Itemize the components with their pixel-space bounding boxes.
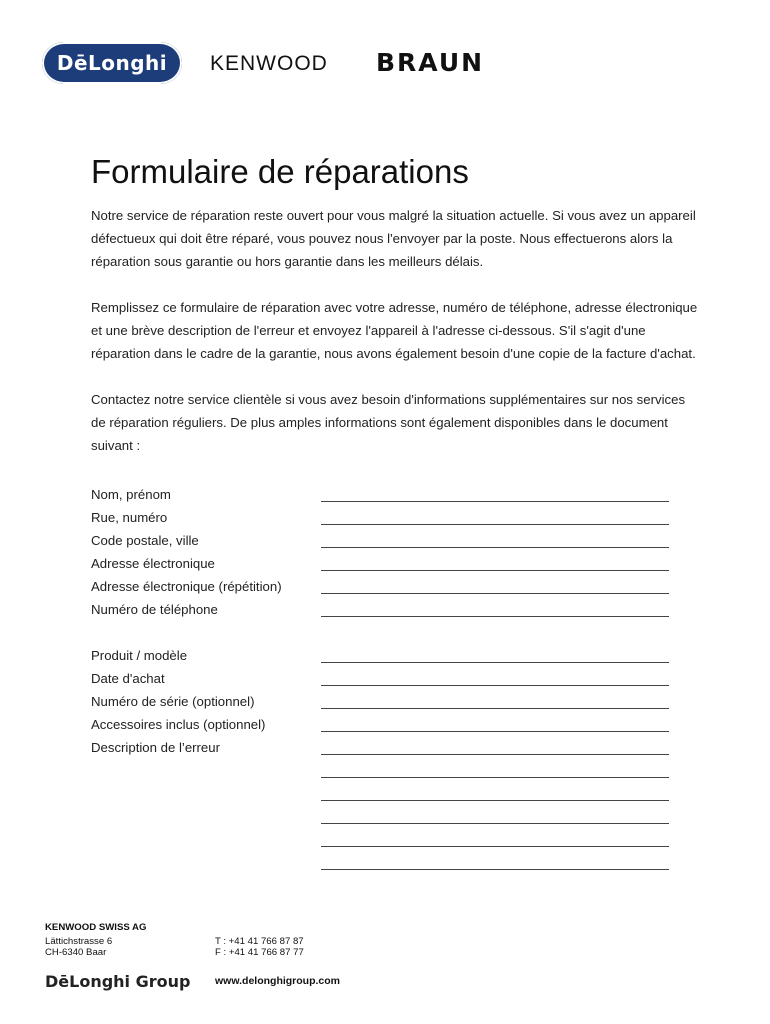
intro-paragraph-1: Notre service de réparation reste ouvert pour vous malgré la situation actuelle. Si vous avez un appareil défectueux qui doit être réparé, vous pouvez nous l'envoyer par la poste. Nous effectuerons alors la réparation sous garantie ou hors garantie dans les meilleurs délais. — [91, 208, 696, 269]
footer-contact — [215, 936, 304, 958]
description-field-line[interactable] — [321, 753, 669, 755]
intro-paragraph-2: Remplissez ce formulaire de réparation avec votre adresse, numéro de téléphone, adresse électronique et une brève description de l'erreur et envoyez l'appareil à l'adresse ci-dessous. S'il s'agit d'une réparation dans le cadre de la garantie, nous avons également besoin d'une copie de la facture d'achat. — [91, 300, 698, 361]
kenwood-logo: KENWOOD — [210, 52, 328, 75]
field-label: Nom, prénom — [91, 487, 171, 502]
product-field-line[interactable] — [321, 661, 669, 663]
form-row-product — [91, 644, 701, 667]
section-gap — [91, 621, 701, 644]
footer-street: Lättichstrasse 6 — [45, 936, 113, 947]
form-row-description — [91, 736, 701, 759]
form-row-street — [91, 506, 701, 529]
form-row-description-extra — [91, 759, 701, 782]
email-field-line[interactable] — [321, 569, 669, 571]
page-footer — [45, 922, 745, 991]
field-label: Accessoires inclus (optionnel) — [91, 717, 266, 732]
field-label: Numéro de téléphone — [91, 602, 218, 617]
serial-field-line[interactable] — [321, 707, 669, 709]
form-row-purchase-date — [91, 667, 701, 690]
form-row-description-extra — [91, 828, 701, 851]
form-row-city — [91, 529, 701, 552]
form-row-email — [91, 552, 701, 575]
purchase-date-field-line[interactable] — [321, 684, 669, 686]
accessories-field-line[interactable] — [321, 730, 669, 732]
form-row-email-repeat — [91, 575, 701, 598]
form-document — [91, 150, 701, 874]
footer-fax: F : +41 41 766 87 77 — [215, 947, 304, 958]
page-title: Formulaire de réparations — [91, 153, 469, 190]
field-label: Rue, numéro — [91, 510, 168, 525]
description-field-line[interactable] — [321, 776, 669, 778]
description-field-line[interactable] — [321, 799, 669, 801]
form-row-name — [91, 483, 701, 506]
braun-logo: BRAUN — [376, 48, 485, 77]
form-row-description-extra — [91, 851, 701, 874]
form-row-serial — [91, 690, 701, 713]
phone-field-line[interactable] — [321, 615, 669, 617]
field-label: Date d'achat — [91, 671, 165, 686]
footer-company: KENWOOD SWISS AG — [45, 922, 147, 933]
delonghi-group-logo: DēLonghi Group — [45, 972, 191, 991]
footer-phone: T : +41 41 766 87 87 — [215, 936, 304, 947]
form-row-phone — [91, 598, 701, 621]
field-label: Code postale, ville — [91, 533, 199, 548]
delonghi-logo — [42, 42, 182, 84]
description-field-line[interactable] — [321, 822, 669, 824]
field-label: Adresse électronique (répétition) — [91, 579, 282, 594]
field-label: Adresse électronique — [91, 556, 215, 571]
email-repeat-field-line[interactable] — [321, 592, 669, 594]
footer-address — [45, 936, 112, 958]
footer-website-link[interactable]: www.delonghigroup.com — [215, 975, 341, 987]
form-row-description-extra — [91, 782, 701, 805]
description-field-line[interactable] — [321, 845, 669, 847]
form-row-description-extra — [91, 805, 701, 828]
form-row-accessories — [91, 713, 701, 736]
field-label: Numéro de série (optionnel) — [91, 694, 255, 709]
street-field-line[interactable] — [321, 523, 669, 525]
field-label: Produit / modèle — [91, 648, 188, 663]
city-field-line[interactable] — [321, 546, 669, 548]
name-field-line[interactable] — [321, 500, 669, 502]
repair-form — [91, 483, 701, 874]
footer-city: CH-6340 Baar — [45, 947, 107, 958]
delonghi-logo-text: DēLonghi — [56, 51, 168, 75]
intro-paragraph-3: Contactez notre service clientèle si vous avez besoin d'informations supplémentaires sur nos services de réparation réguliers. De plus amples informations sont également disponibles dans le document suivant : — [91, 392, 686, 453]
field-label: Description de l’erreur — [91, 740, 220, 755]
description-field-line[interactable] — [321, 868, 669, 870]
